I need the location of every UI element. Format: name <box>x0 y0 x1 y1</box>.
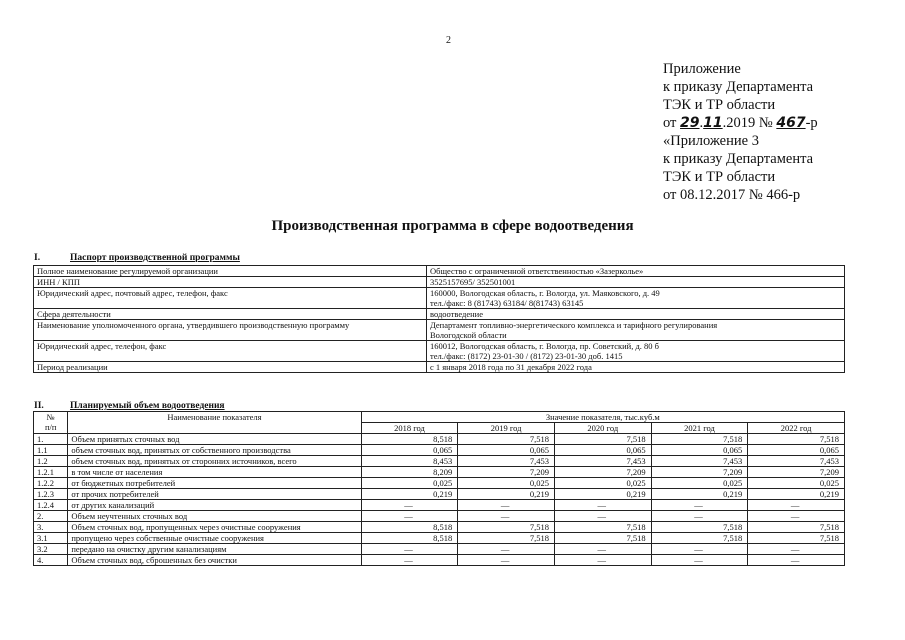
section-2-heading <box>34 401 225 411</box>
indicator-name: в том числе от населения <box>68 467 361 478</box>
value-cell: 0,065 <box>554 445 651 456</box>
value-cell: — <box>651 500 748 511</box>
indicator-name: передано на очистку другим канализациям <box>68 544 361 555</box>
value-cell: 7,453 <box>554 456 651 467</box>
date-separator: . <box>699 115 704 131</box>
value-cell: 7,453 <box>748 456 845 467</box>
col-header-name: Наименование показателя <box>68 412 361 434</box>
value-cell: — <box>651 555 748 566</box>
table-row <box>34 544 845 555</box>
value-cell: 0,065 <box>458 445 555 456</box>
table-row <box>34 500 845 511</box>
section-2-title: Планируемый объем водоотведения <box>70 401 225 411</box>
appendix-line: к приказу Департамента <box>663 79 814 95</box>
value-cell: 7,209 <box>458 467 555 478</box>
value-cell: — <box>554 511 651 522</box>
passport-table <box>33 265 845 373</box>
row-number: 3.1 <box>34 533 68 544</box>
value-cell: 0,219 <box>458 489 555 500</box>
value-cell: 7,518 <box>554 533 651 544</box>
passport-value: Общество с ограниченной ответственностью «Зазерколье» <box>427 266 845 277</box>
year-header: 2019 год <box>458 423 555 434</box>
section-2-number: II. <box>34 401 44 411</box>
passport-value: водоотведение <box>427 309 845 320</box>
indicator-name: объем сточных вод, принятых от сторонних источников, всего <box>68 456 361 467</box>
value-cell: 7,209 <box>748 467 845 478</box>
row-number: 1.2.4 <box>34 500 68 511</box>
handwritten-day: 29 <box>680 115 700 131</box>
table-row <box>34 467 845 478</box>
table-row <box>34 362 845 373</box>
document-title: Производственная программа в сфере водоотведения <box>271 218 634 234</box>
volume-table <box>33 411 845 566</box>
value-cell: 0,219 <box>748 489 845 500</box>
row-number: 2. <box>34 511 68 522</box>
value-cell: 0,025 <box>748 478 845 489</box>
date-year-text: .2019 № <box>722 115 777 131</box>
appendix-date-line <box>663 114 818 132</box>
value-cell: — <box>554 500 651 511</box>
appendix-line: ТЭК и ТР области <box>663 169 776 185</box>
value-cell: 8,518 <box>361 434 458 445</box>
value-cell: 7,518 <box>554 434 651 445</box>
table-row <box>34 434 845 445</box>
passport-label: ИНН / КПП <box>34 277 427 288</box>
passport-label: Юридический адрес, почтовый адрес, телефон, факс <box>34 288 427 309</box>
table-row <box>34 489 845 500</box>
appendix-block <box>663 60 818 204</box>
table-row <box>34 522 845 533</box>
value-cell: — <box>651 511 748 522</box>
table-row <box>34 277 845 288</box>
section-1-heading <box>34 253 240 263</box>
passport-value-line: тел./факс: 8 (81743) 63184/ 8(81743) 63145 <box>430 298 584 308</box>
table-row <box>34 456 845 467</box>
value-cell: 0,025 <box>554 478 651 489</box>
appendix-line: от 08.12.2017 № 466-р <box>663 187 801 203</box>
table-row <box>34 266 845 277</box>
appendix-line: к приказу Департамента <box>663 151 814 167</box>
value-cell: 0,219 <box>361 489 458 500</box>
value-cell: 7,518 <box>651 522 748 533</box>
row-number: 1.1 <box>34 445 68 456</box>
row-number: 1.2.1 <box>34 467 68 478</box>
value-cell: — <box>554 555 651 566</box>
table-row <box>34 341 845 362</box>
value-cell: — <box>361 511 458 522</box>
passport-value <box>427 341 845 362</box>
value-cell: — <box>361 555 458 566</box>
row-number: 1.2 <box>34 456 68 467</box>
year-header: 2018 год <box>361 423 458 434</box>
passport-value-line: Вологодской области <box>430 330 507 340</box>
value-cell: — <box>554 544 651 555</box>
value-cell: 0,025 <box>361 478 458 489</box>
table-row <box>34 288 845 309</box>
value-cell: 8,453 <box>361 456 458 467</box>
passport-value <box>427 320 845 341</box>
value-cell: 0,025 <box>458 478 555 489</box>
table-row <box>34 478 845 489</box>
value-cell: 7,518 <box>651 533 748 544</box>
appendix-date-prefix: от <box>663 115 677 131</box>
indicator-name: Объем принятых сточных вод <box>68 434 361 445</box>
indicator-name: от прочих потребителей <box>68 489 361 500</box>
year-header: 2020 год <box>554 423 651 434</box>
value-cell: 0,065 <box>748 445 845 456</box>
value-cell: 7,518 <box>458 522 555 533</box>
value-cell: 7,453 <box>651 456 748 467</box>
value-cell: 0,025 <box>651 478 748 489</box>
value-cell: — <box>361 500 458 511</box>
value-cell: 7,209 <box>651 467 748 478</box>
table-row <box>34 555 845 566</box>
section-1-number: I. <box>34 253 41 263</box>
indicator-name: от бюджетных потребителей <box>68 478 361 489</box>
value-cell: — <box>458 544 555 555</box>
handwritten-order-number: 467 <box>776 115 806 131</box>
value-cell: 7,518 <box>554 522 651 533</box>
row-number: 3.2 <box>34 544 68 555</box>
passport-label: Период реализации <box>34 362 427 373</box>
value-cell: 7,518 <box>458 533 555 544</box>
indicator-name: Объем сточных вод, пропущенных через очистные сооружения <box>68 522 361 533</box>
passport-value-line: тел./факс: (8172) 23-01-30 / (8172) 23-01-30 доб. 1415 <box>430 351 623 361</box>
value-cell: 0,219 <box>554 489 651 500</box>
volume-table-body <box>34 434 845 566</box>
appendix-line: «Приложение 3 <box>663 133 759 149</box>
value-cell: 7,209 <box>554 467 651 478</box>
passport-value: 3525157695/ 352501001 <box>427 277 845 288</box>
value-cell: — <box>458 500 555 511</box>
row-number: 4. <box>34 555 68 566</box>
passport-value: с 1 января 2018 года по 31 декабря 2022 года <box>427 362 845 373</box>
table-row <box>34 445 845 456</box>
passport-value-line: 160012, Вологодская область, г. Вологда, пр. Советский, д. 80 б <box>430 341 660 351</box>
appendix-line: Приложение <box>663 61 741 77</box>
value-cell: 7,453 <box>458 456 555 467</box>
passport-label: Наименование уполномоченного органа, утвердившего производственную программу <box>34 320 427 341</box>
value-cell: 7,518 <box>458 434 555 445</box>
value-cell: 0,219 <box>651 489 748 500</box>
value-cell: 7,518 <box>748 434 845 445</box>
appendix-line: ТЭК и ТР области <box>663 97 776 113</box>
indicator-name: объем сточных вод, принятых от собственного производства <box>68 445 361 456</box>
col-header-number-line1: № <box>46 412 55 422</box>
value-cell: — <box>748 500 845 511</box>
table-row <box>34 320 845 341</box>
table-row <box>34 309 845 320</box>
row-number: 3. <box>34 522 68 533</box>
passport-label: Сфера деятельности <box>34 309 427 320</box>
value-cell: — <box>651 544 748 555</box>
passport-value <box>427 288 845 309</box>
table-row <box>34 511 845 522</box>
value-cell: — <box>748 555 845 566</box>
value-cell: — <box>458 555 555 566</box>
indicator-name: Объем сточных вод, сброшенных без очистки <box>68 555 361 566</box>
passport-label: Юридический адрес, телефон, факс <box>34 341 427 362</box>
col-header-number-line2: п/п <box>44 422 57 432</box>
indicator-name: от других канализаций <box>68 500 361 511</box>
table-row <box>34 533 845 544</box>
value-cell: 0,065 <box>361 445 458 456</box>
value-cell: — <box>361 544 458 555</box>
value-cell: — <box>458 511 555 522</box>
row-number: 1. <box>34 434 68 445</box>
header-row <box>34 412 845 423</box>
value-cell: — <box>748 511 845 522</box>
year-header: 2022 год <box>748 423 845 434</box>
passport-value-line: Департамент топливно-энергетического комплекса и тарифного регулирования <box>430 320 718 330</box>
section-1-title: Паспорт производственной программы <box>70 253 240 263</box>
value-cell: 0,065 <box>651 445 748 456</box>
col-header-number <box>34 412 68 434</box>
value-cell: 7,518 <box>748 533 845 544</box>
handwritten-month: 11 <box>703 115 723 131</box>
row-number: 1.2.2 <box>34 478 68 489</box>
value-cell: 8,209 <box>361 467 458 478</box>
passport-label: Полное наименование регулируемой организации <box>34 266 427 277</box>
page-number: 2 <box>446 35 451 46</box>
value-cell: — <box>748 544 845 555</box>
order-suffix: -р <box>805 115 818 131</box>
row-number: 1.2.3 <box>34 489 68 500</box>
passport-value-line: 160000, Вологодская область, г. Вологда, ул. Маяковского, д. 49 <box>430 288 660 298</box>
value-cell: 7,518 <box>651 434 748 445</box>
value-cell: 8,518 <box>361 533 458 544</box>
year-header: 2021 год <box>651 423 748 434</box>
indicator-name: Объем неучтенных сточных вод <box>68 511 361 522</box>
indicator-name: пропущено через собственные очистные сооружения <box>68 533 361 544</box>
value-cell: 8,518 <box>361 522 458 533</box>
col-header-value: Значение показателя, тыс.куб.м <box>361 412 844 423</box>
value-cell: 7,518 <box>748 522 845 533</box>
